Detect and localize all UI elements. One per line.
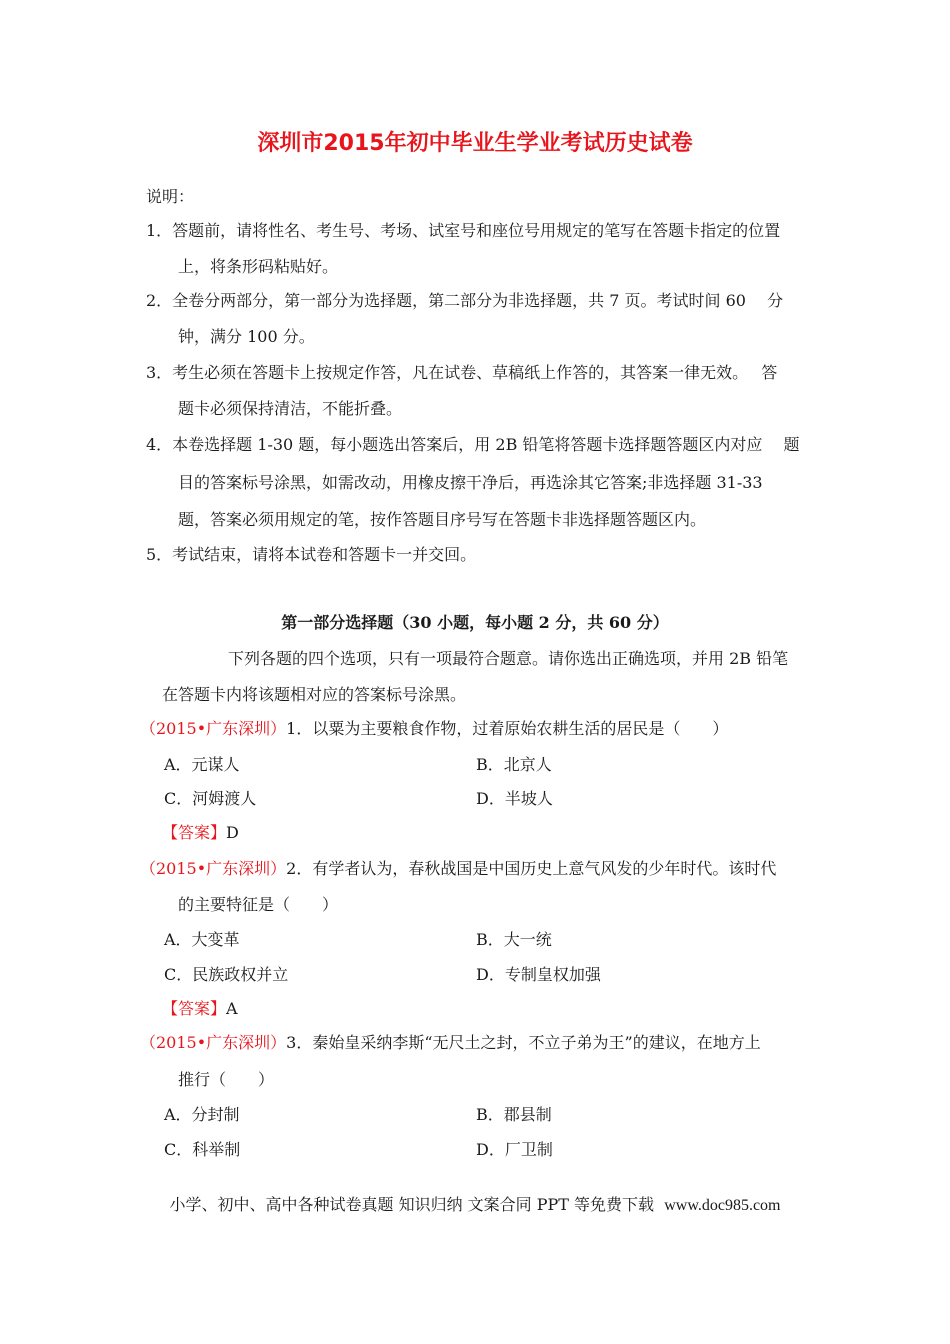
answer-value: D: [226, 823, 239, 842]
part1-heading: 第一部分选择题（30 小题，每小题 2 分，共 60 分）: [281, 613, 669, 632]
question-1-answer: [162, 820, 239, 843]
footer-text: 小学、初中、高中各种试卷真题 知识归纳 文案合同 PPT 等免费下载: [169, 1195, 655, 1214]
question-text: 2．有学者认为，春秋战国是中国历史上意气风发的少年时代。该时代: [286, 859, 777, 878]
instruction-1-line-1: 1．答题前，请将性名、考生号、考场、试室号和座位号用规定的笔写在答题卡指定的位置: [146, 221, 781, 240]
question-source: （2015•广东深圳）: [140, 719, 287, 738]
page-footer: [0, 1192, 950, 1215]
question-2-option-d: D．专制皇权加强: [476, 965, 601, 984]
question-1-option-b: B．北京人: [476, 755, 552, 774]
instruction-4-line-3: 题，答案必须用规定的笔，按作答题目序号写在答题卡非选择题答题区内。: [178, 510, 707, 529]
question-2-stem-line-2: 的主要特征是（ ）: [178, 895, 339, 914]
instructions-label: 说明：: [146, 187, 195, 206]
question-3-option-b: B．郡县制: [476, 1105, 552, 1124]
part1-intro-line-2: 在答题卡内将该题相对应的答案标号涂黑。: [162, 685, 467, 704]
instruction-5-line-1: 5．考试结束，请将本试卷和答题卡一并交回。: [146, 545, 477, 564]
question-1-stem: [140, 716, 728, 739]
answer-label: 【答案】: [162, 823, 227, 842]
footer-link[interactable]: www.doc985.com: [664, 1197, 781, 1214]
question-1-option-d: D．半坡人: [476, 789, 553, 808]
question-3-option-c: C．科举制: [164, 1140, 241, 1159]
question-1-option-c: C．河姆渡人: [164, 789, 257, 808]
question-text: 3．秦始皇采纳李斯“无尺土之封，不立子弟为王”的建议，在地方上: [286, 1033, 761, 1052]
instruction-3-line-1: 3．考生必须在答题卡上按规定作答，凡在试卷、草稿纸上作答的，其答案一律无效。 答: [146, 363, 778, 382]
instruction-1-line-2: 上，将条形码粘贴好。: [178, 257, 339, 276]
instruction-4-line-1: 4．本卷选择题 1-30 题，每小题选出答案后，用 2B 铅笔将答题卡选择题答题区内对应 题: [146, 435, 800, 454]
question-text: 1．以粟为主要粮食作物，过着原始农耕生活的居民是（ ）: [286, 719, 729, 738]
answer-value: A: [226, 999, 238, 1018]
question-2-option-a: A．大变革: [164, 930, 240, 949]
instruction-2-line-2: 钟，满分 100 分。: [178, 327, 315, 346]
question-2-answer: [162, 996, 238, 1019]
question-2-option-c: C．民族政权并立: [164, 965, 289, 984]
instruction-2-line-1: 2．全卷分两部分，第一部分为选择题，第二部分为非选择题，共 7 页。考试时间 60 分: [146, 291, 784, 310]
question-3-stem-line-1: [140, 1030, 761, 1053]
question-1-option-a: A．元谋人: [164, 755, 240, 774]
part1-intro-line-1: 下列各题的四个选项，只有一项最符合题意。请你选出正确选项，并用 2B 铅笔: [228, 649, 789, 668]
question-3-option-a: A．分封制: [164, 1105, 240, 1124]
instruction-4-line-2: 目的答案标号涂黑，如需改动，用橡皮擦干净后，再选涂其它答案;非选择题 31-33: [178, 473, 763, 492]
question-source: （2015•广东深圳）: [140, 1033, 287, 1052]
question-3-option-d: D．厂卫制: [476, 1140, 553, 1159]
instruction-3-line-2: 题卡必须保持清洁，不能折叠。: [178, 399, 403, 418]
question-2-stem-line-1: [140, 856, 776, 879]
page-title: 深圳市2015年初中毕业生学业考试历史试卷: [257, 131, 693, 156]
question-3-stem-line-2: 推行（ ）: [178, 1070, 275, 1089]
answer-label: 【答案】: [162, 999, 227, 1018]
question-2-option-b: B．大一统: [476, 930, 552, 949]
question-source: （2015•广东深圳）: [140, 859, 287, 878]
